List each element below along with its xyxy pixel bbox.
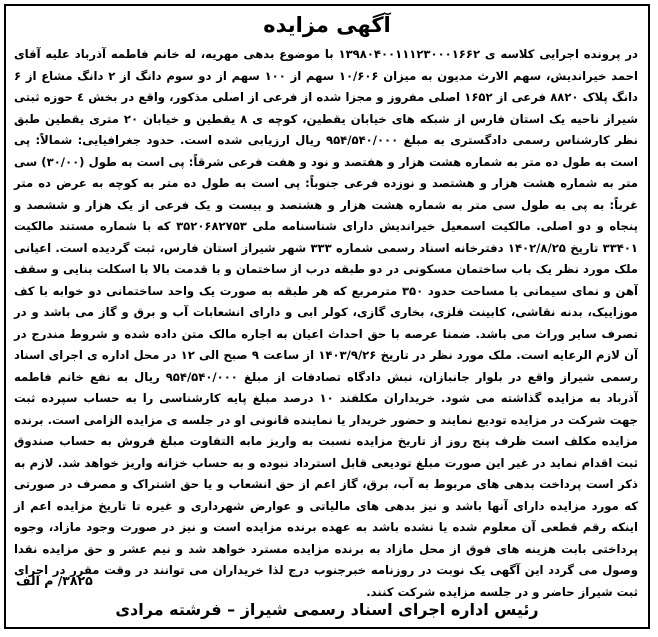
signature-line: رئیس اداره اجرای اسناد رسمی شیراز – فرشته مرادی xyxy=(115,600,539,619)
reference-number: ۳۸۲۵/ م الف xyxy=(16,573,93,588)
notice-title: آگهی مزایده xyxy=(263,13,391,37)
auction-notice xyxy=(4,4,650,629)
notice-body: در پرونده اجرایی کلاسه ی ۱۳۹۸۰۴۰۰۱۱۱۲۳۰۰۰۱۶۶۲ با موضوع بدهی مهریه، له خانم فاطمه آذرباد علیه آقای احمد خیراندیش، سهم الارث مدیون به میزان ۱۰/۶۰۶ سهم از ۱۰۰ سهم از دو سوم دانگ از ۲ دانگ مشاع از ۶ دانگ پلاک ۸۸۲۰ فرعی از ۱۶۵۲ اصلی مفروز و مجزا شده از فرعی از اصلی مذکور، واقع در بخش ٤ حوزه ثبتی شیراز ناحیه یک استان فارس از شبکه های خیابان یقطین، کوچه ی ۸ یقطین و خیابان ۲۰ متری یقطین طبق نظر کارشناس رسمی دادگستری به مبلغ ۹۵۴/۵۴۰/۰۰۰ ریال ارزیابی شده است. حدود جغرافیایی: شمالاً: پی است به طول ده متر به شماره هشت هزار و هفتصد و نود و هفت فرعی شرقاً: پی است به طول (۳۰/۰۰) سی متر به شماره هشت هزار و هشتصد و نوزده فرعی جنوباً: پی است به طول ده متر به کوچه به عرض ده متر غرباً: به پی به طول سی متر به شماره هشت هزار و هشتصد و بیست و یک فرعی از یک هزار و ششصد و پنجاه و دو اصلی. مالکیت اسمعیل خیراندیش دارای شناسنامه ملی ۳۵۲۰۶۸۲۷۵۳ که با شماره مستند مالکیت ۳۳۴۰۱ تاریخ ۱۴۰۲/۸/۲۵ دفترخانه اسناد رسمی شماره ۳۳۳ شهر شیراز استان فارس، ثبت گردیده است. اعیانی ملک مورد نظر یک باب ساختمان مسکونی در دو طبقه درب از ساختمان و با قدمت بالا با اسکلت بنایی و سقف آهن و نمای سیمانی با مساحت حدود ۳۵۰ مترمربع که هر طبقه به صورت یک واحد ساختمانی دو خوابه با کف موزاییک، بدنه نقاشی، کابینت فلزی، بخاری گازی، کولر ابی و دارای انشعابات آب و برق و گاز می باشد و در تصرف سایر وراث می باشد. ضمنا عرصه با حق احداث اعیان به اجاره مالک متن داده شده و شروط مندرج در آن لازم الرعایه است. ملک مورد نظر در تاریخ ۱۴۰۳/۹/۲۶ از ساعت ۹ صبح الی ۱۲ در محل اداره ی اجرای اسناد رسمی شیراز واقع در بلوار جانبازان، نبش دادگاه تصادفات از مبلغ ۹۵۴/۵۴۰/۰۰۰ ریال به نفع خانم فاطمه آذرباد به مزایده گذاشته می شود. خریداران مکلفند ۱۰ درصد مبلغ پایه کارشناسی را به حساب سپرده ثبت جهت شرکت در مزایده تودیع نمایند و حضور خریدار یا نماینده قانونی او در جلسه ی مزایده الزامی است. برنده مزایده مکلف است ظرف پنج روز از تاریخ مزایده نسبت به واریز مابه التفاوت مبلغ فروش به حساب صندوق ثبت اقدام نماید در غیر این صورت مبلغ تودیعی قابل استرداد نبوده و به حساب خزانه واریز خواهد شد. لازم به ذکر است پرداخت بدهی های مربوط به آب، برق، گاز اعم از حق انشعاب و یا حق اشتراک و مصرف در صورتی که مورد مزایده دارای آنها باشد و نیز بدهی های مالیاتی و عوارض شهرداری و غیره تا تاریخ مزایده اعم از اینکه رقم قطعی آن معلوم شده یا نشده باشد به عهده برنده مزایده است و نیز در صورت وجود مازاد، وجوه پرداختی بابت هزینه های فوق از محل مازاد به برنده مزایده مسترد خواهد شد و نیم عشر و حق مزایده نقدا وصول می گردد این آگهی یک نوبت در روزنامه خبرجنوب درج لذا خریداران می توانند در وقت مقرر در اجرای ثبت شیراز حاضر و در جلسه مزایده شرکت کنند. xyxy=(14,47,639,599)
